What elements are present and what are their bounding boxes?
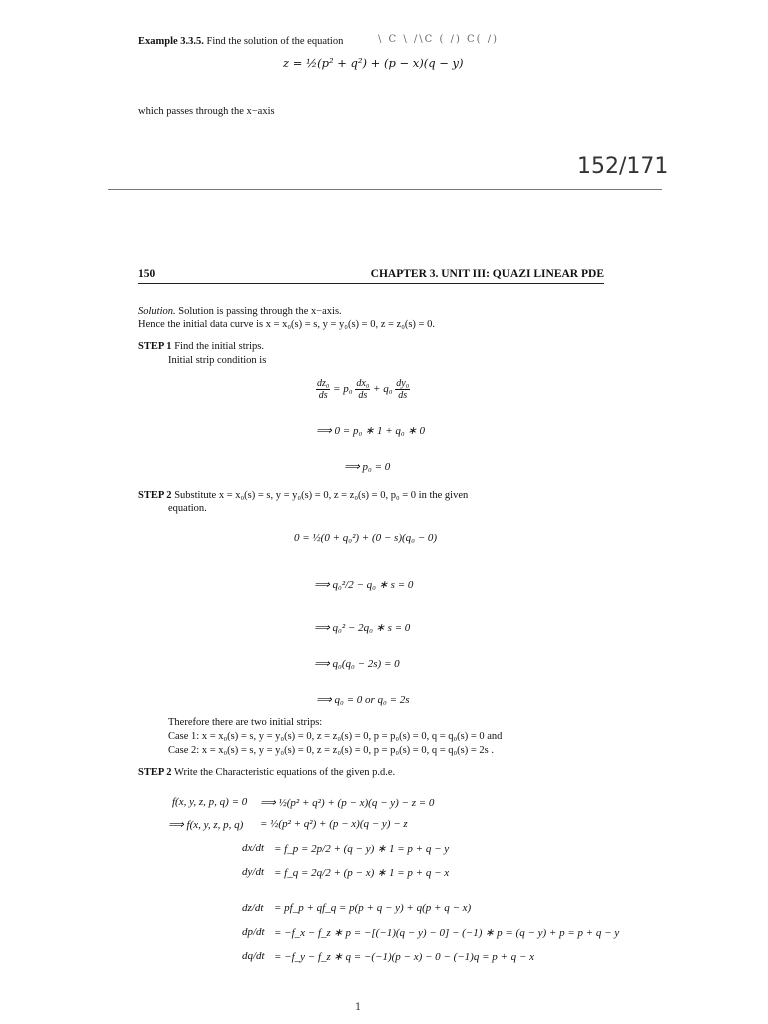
- char-row-3-rhs: = f_p = 2p/2 + (q − y) ∗ 1 = p + q − y: [274, 843, 450, 855]
- step1-subtitle: Initial strip condition is: [168, 355, 267, 366]
- char-row-1-lhs: f(x, y, z, p, q) = 0: [172, 796, 248, 808]
- step2a-equation-3: ⟹ q₀² − 2q₀ ∗ s = 0: [314, 622, 411, 634]
- step2a-equation-1: 0 = ½(0 + q₀²) + (0 − s)(q₀ − 0): [294, 532, 438, 544]
- char-row-7-lhs: dq/dt: [242, 950, 265, 962]
- char-row-2-rhs: = ½(p² + q²) + (p − x)(q − y) − z: [260, 818, 408, 830]
- page-divider: [108, 189, 662, 190]
- step2b-label: STEP 2: [138, 767, 172, 778]
- solution-line-2: Hence the initial data curve is x = x₀(s) = s, y = y₀(s) = 0, z = z₀(s) = 0.: [138, 319, 435, 330]
- step1-label: STEP 1: [138, 341, 172, 352]
- fraction: [355, 378, 370, 401]
- step1-equation-2: ⟹ 0 = p₀ ∗ 1 + q₀ ∗ 0: [316, 425, 425, 437]
- footer-mark: 1: [355, 1002, 362, 1013]
- denominator: ds: [318, 390, 328, 401]
- running-head-page-number: 150: [138, 268, 156, 280]
- example-label: Example 3.3.5.: [138, 36, 204, 47]
- solution-text-1: Solution is passing through the x−axis.: [178, 306, 342, 317]
- char-row-6-lhs: dp/dt: [242, 926, 265, 938]
- eq-part: + q₀: [373, 383, 393, 396]
- step2b-title: Write the Characteristic equations of the given p.d.e.: [174, 767, 396, 778]
- numerator: dy₀: [396, 378, 410, 389]
- step2a-text-2: equation.: [168, 503, 207, 514]
- running-head-title: CHAPTER 3. UNIT III: QUAZI LINEAR PDE: [370, 268, 604, 280]
- solution-label: Solution.: [138, 306, 176, 317]
- char-row-7-rhs: = −f_y − f_z ∗ q = −(−1)(p − x) − 0 − (−1)q = p + q − x: [274, 951, 534, 963]
- char-row-1-rhs: ⟹ ½(p² + q²) + (p − x)(q − y) − z = 0: [260, 797, 435, 809]
- step2a-equation-2: ⟹ q₀²/2 − q₀ ∗ s = 0: [314, 579, 414, 591]
- char-row-3-lhs: dx/dt: [242, 842, 264, 854]
- strips-intro: Therefore there are two initial strips:: [168, 717, 323, 728]
- char-row-5-rhs: = pf_p + qf_q = p(p + q − y) + q(p + q − x): [274, 902, 472, 914]
- step2a-text-1: Substitute x = x₀(s) = s, y = y₀(s) = 0, z = z₀(s) = 0, p₀ = 0 in the given: [174, 490, 469, 501]
- passes-text: which passes through the x−axis: [138, 106, 275, 117]
- denominator: ds: [398, 390, 408, 401]
- example-text: Find the solution of the equation: [206, 36, 344, 47]
- example-equation: z = ½(p² + q²) + (p − x)(q − y): [283, 56, 464, 70]
- step2a-equation-4: ⟹ q₀(q₀ − 2s) = 0: [314, 658, 400, 670]
- step2b-heading: [138, 767, 395, 778]
- step1-title: Find the initial strips.: [174, 341, 265, 352]
- eq-part: = p₀: [333, 383, 353, 396]
- page-counter: 152/171: [577, 154, 669, 179]
- denominator: ds: [358, 390, 368, 401]
- strips-case-2: Case 2: x = x₀(s) = s, y = y₀(s) = 0, z = z₀(s) = 0, p = p₀(s) = 0, q = q₀(s) = 2s .: [168, 745, 494, 756]
- char-row-6-rhs: = −f_x − f_z ∗ p = −[(−1)(q − y) − 0] − (−1) ∗ p = (q − y) + p = p + q − y: [274, 927, 620, 939]
- char-row-4-lhs: dy/dt: [242, 866, 264, 878]
- step2a-heading: [138, 490, 468, 501]
- clipped-text: \ C \ /\C ( /) C( /): [378, 34, 500, 45]
- step2a-label: STEP 2: [138, 490, 172, 501]
- example-heading: [138, 36, 343, 47]
- fraction: [395, 378, 410, 401]
- char-row-2-lhs: ⟹ f(x, y, z, p, q): [168, 819, 244, 831]
- numerator: dz₀: [317, 378, 330, 389]
- char-row-5-lhs: dz/dt: [242, 902, 264, 914]
- step1-heading: [138, 341, 264, 352]
- fraction: [316, 378, 330, 401]
- step1-equation-3: ⟹ p₀ = 0: [344, 461, 391, 473]
- running-head-rule: [138, 283, 604, 284]
- step1-equation-1: [316, 378, 410, 401]
- numerator: dx₀: [356, 378, 370, 389]
- char-row-4-rhs: = f_q = 2q/2 + (p − x) ∗ 1 = p + q − x: [274, 867, 450, 879]
- step2a-equation-5: ⟹ q₀ = 0 or q₀ = 2s: [316, 694, 410, 706]
- solution-line-1: [138, 306, 342, 317]
- running-head: [138, 266, 604, 282]
- strips-case-1: Case 1: x = x₀(s) = s, y = y₀(s) = 0, z = z₀(s) = 0, p = p₀(s) = 0, q = q₀(s) = 0 and: [168, 731, 503, 742]
